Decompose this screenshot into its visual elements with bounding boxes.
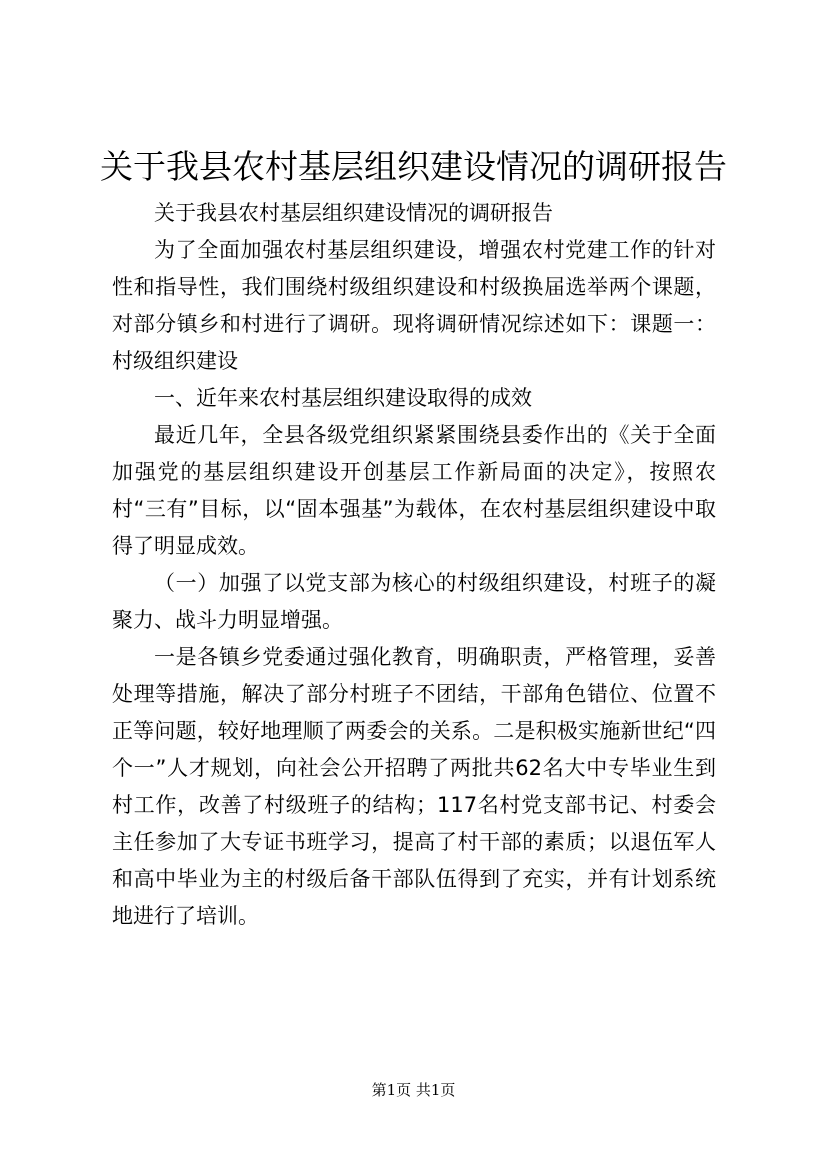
page-footer: 第1页 共1页 (371, 1081, 456, 1099)
paragraph-subtitle: 关于我县农村基层组织建设情况的调研报告 (154, 201, 553, 225)
section-heading: 一、近年来农村基层组织建设取得的成效 (154, 386, 532, 410)
paragraph-details: 一是各镇乡党委通过强化教育，明确职责，严格管理，妥善处理等措施，解决了部分村班子不团结，干部角色错位、位置不正等问题，较好地理顺了两委会的关系。二是积极实施新世纪“四个一”人才规划，向社会公开招聘了两批共62名大中专毕业生到村工作，改善了村级班子的结构；117名村党支部书记、村委会主任参加了大专证书班学习，提高了村干部的素质；以退伍军人和高中毕业为主的村级后备干部队伍得到了充实，并有计划系统地进行了培训。 (112, 645, 716, 928)
document-body (112, 195, 716, 935)
paragraph-introduction: 为了全面加强农村基层组织建设，增强农村党建工作的针对性和指导性，我们围绕村级组织建设和村级换届选举两个课题，对部分镇乡和村进行了调研。现将调研情况综述如下：课题一：村级组织建设 (112, 238, 716, 373)
paragraph-achievements: 最近几年，全县各级党组织紧紧围绕县委作出的《关于全面加强党的基层组织建设开创基层工作新局面的决定》，按照农村“三有”目标，以“固本强基”为载体，在农村基层组织建设中取得了明显成效。 (112, 423, 716, 558)
subsection-heading: （一）加强了以党支部为核心的村级组织建设，村班子的凝聚力、战斗力明显增强。 (112, 571, 716, 632)
document-title: 关于我县农村基层组织建设情况的调研报告 (100, 147, 727, 186)
